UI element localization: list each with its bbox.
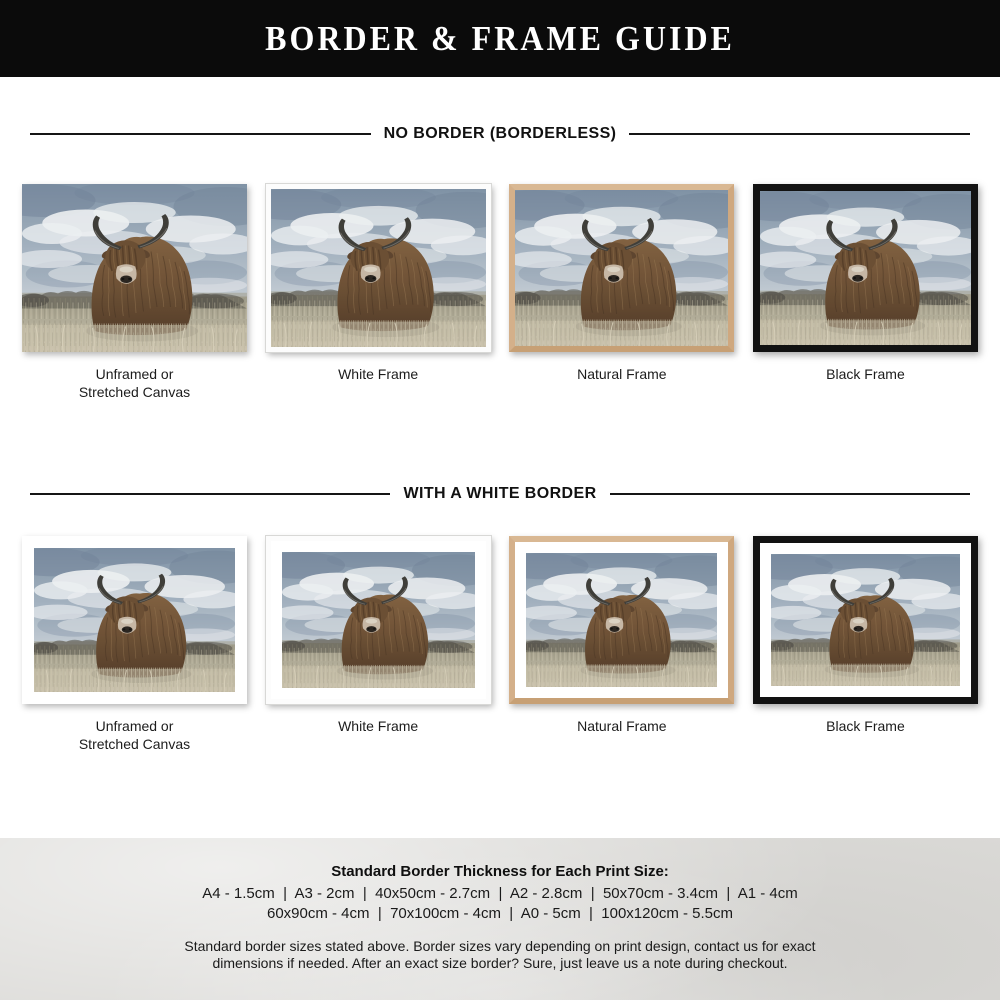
frame-cell-white-frame [266, 184, 491, 401]
frame-label-line1: Black Frame [826, 718, 905, 734]
highland-cow-image [760, 191, 971, 345]
frame-cell-unframed [22, 184, 247, 401]
info-sizes-line1: A4 - 1.5cm | A3 - 2cm | 40x50cm - 2.7cm | A2 - 2.8cm | 50x70cm - 3.4cm | A1 - 4cm [202, 885, 798, 902]
info-sizes-line2: 60x90cm - 4cm | 70x100cm - 4cm | A0 - 5cm | 100x120cm - 5.5cm [266, 905, 734, 922]
highland-cow-image [282, 552, 475, 688]
frame-label [338, 365, 418, 383]
frame-label-line1: White Frame [338, 718, 419, 734]
section-heading-borderless [30, 125, 970, 143]
frame-cell-white-frame [266, 536, 491, 753]
heading-rule-right [629, 133, 970, 135]
info-note-line1: Standard border sizes stated above. Border sizes vary depending on print design, contact us for exact [184, 938, 816, 954]
info-title: Standard Border Thickness for Each Print Size: [331, 863, 669, 880]
unframed-print-preview-bordered [22, 536, 247, 704]
frame-label-line2: Stretched Canvas [78, 384, 191, 400]
frame-label-line1: Natural Frame [577, 366, 667, 382]
black-frame-preview [753, 184, 978, 352]
frame-label-line2: Stretched Canvas [78, 736, 191, 752]
frame-label [826, 365, 905, 383]
natural-frame-preview [509, 184, 734, 352]
highland-cow-image [526, 553, 717, 687]
highland-cow-image [22, 184, 247, 352]
frame-label [79, 365, 190, 401]
frame-label-line1: Natural Frame [577, 718, 667, 734]
border-thickness-info-section [0, 838, 1000, 1000]
frames-row-white-border [0, 536, 1000, 753]
frame-cell-natural-frame [509, 536, 734, 753]
heading-rule-left [30, 133, 371, 135]
frame-label-line1: Unframed or [95, 366, 174, 382]
frame-label-line1: Unframed or [95, 718, 174, 734]
info-note-line2: dimensions if needed. After an exact size border? Sure, just leave us a note during checkout. [212, 955, 788, 971]
heading-rule-left [30, 493, 390, 495]
highland-cow-image [271, 189, 486, 347]
black-frame-preview-bordered [753, 536, 978, 704]
highland-cow-image [34, 548, 235, 692]
frame-cell-black-frame [753, 184, 978, 401]
frame-cell-black-frame [753, 536, 978, 753]
section-heading-label: WITH A WHITE BORDER [403, 485, 597, 502]
heading-rule-right [610, 493, 970, 495]
header-bar [0, 0, 1000, 77]
frame-label [577, 365, 666, 383]
frame-label [338, 717, 418, 735]
frame-label [826, 717, 905, 735]
frame-label [79, 717, 190, 753]
white-frame-preview-bordered [266, 536, 491, 704]
frame-cell-natural-frame [509, 184, 734, 401]
page-title: BORDER & FRAME GUIDE [265, 18, 735, 58]
section-heading-label: NO BORDER (BORDERLESS) [383, 125, 617, 142]
info-note [0, 938, 1000, 972]
unframed-print-preview [22, 184, 247, 352]
frame-label-line1: Black Frame [826, 366, 905, 382]
highland-cow-image [515, 190, 728, 346]
frame-label [577, 717, 666, 735]
section-heading-white-border [30, 485, 970, 503]
frame-cell-unframed [22, 536, 247, 753]
frames-row-borderless [0, 184, 1000, 401]
natural-frame-preview-bordered [509, 536, 734, 704]
highland-cow-image [771, 554, 960, 686]
white-frame-preview [266, 184, 491, 352]
frame-label-line1: White Frame [338, 366, 419, 382]
